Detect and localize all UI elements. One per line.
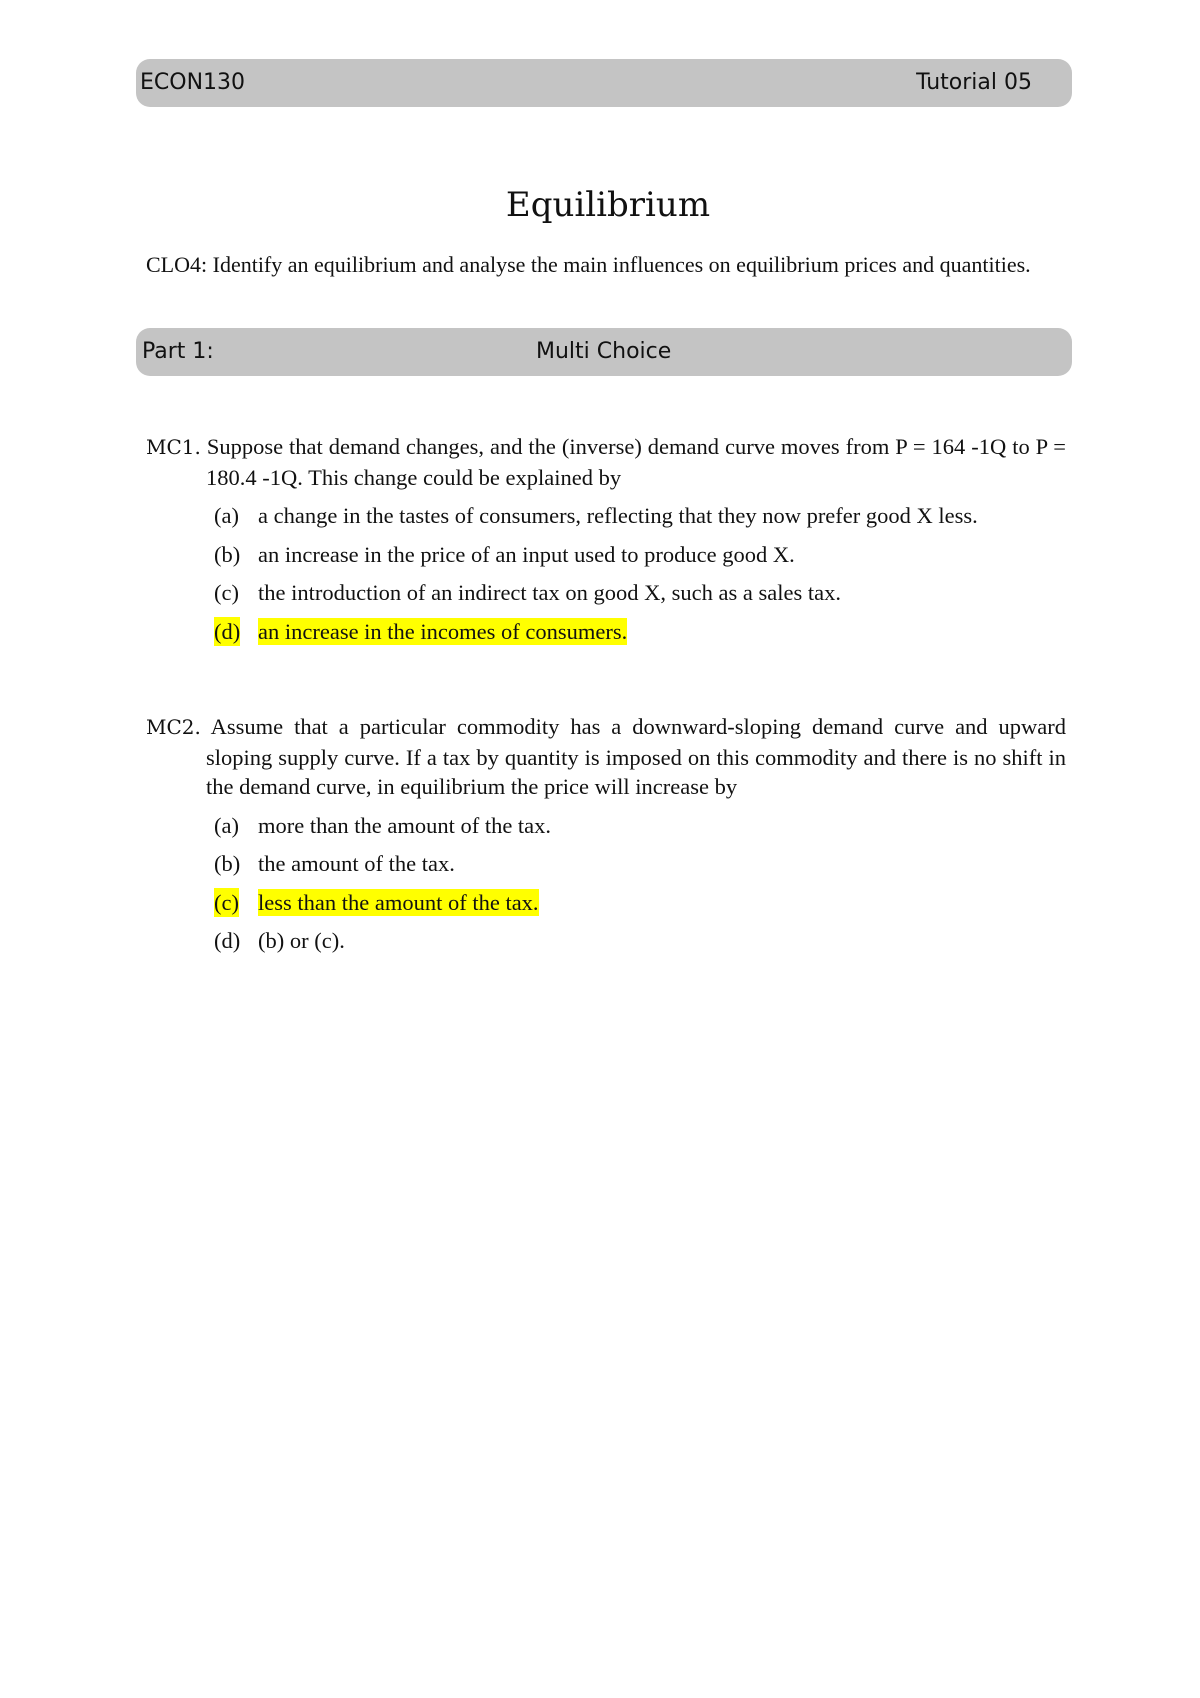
part-name: Multi Choice xyxy=(536,339,672,364)
option-b xyxy=(146,540,1066,570)
question-mc1 xyxy=(146,432,1066,646)
option-letter: (b) xyxy=(214,851,241,876)
question-text: Assume that a particular commodity has a downward-sloping demand curve and upward sloping supply curve. If a tax by quantity is imposed on this commodity and there is no shift in the demand curve, in equilibrium the price will increase by xyxy=(206,714,1066,799)
option-letter: (d) xyxy=(214,617,240,647)
header-bar xyxy=(136,59,1072,107)
option-text: the introduction of an indirect tax on good X, such as a sales tax. xyxy=(258,580,841,605)
option-b xyxy=(146,849,1066,879)
part-label: Part 1: xyxy=(142,339,214,364)
question-number: MC2. xyxy=(146,715,201,739)
option-letter: (d) xyxy=(214,928,241,953)
option-letter: (c) xyxy=(214,580,239,605)
option-letter: (c) xyxy=(214,888,239,918)
option-text: the amount of the tax. xyxy=(258,851,455,876)
option-text: (b) or (c). xyxy=(258,928,345,953)
option-text-highlighted: less than the amount of the tax. xyxy=(258,889,539,915)
question-stem xyxy=(146,712,1066,802)
option-d xyxy=(146,926,1066,956)
option-letter: (a) xyxy=(214,812,239,838)
option-text: a change in the tastes of consumers, reflecting that they now prefer good X less. xyxy=(258,503,978,528)
option-list xyxy=(146,501,1066,646)
page-title: Equilibrium xyxy=(505,184,711,225)
tutorial-number: Tutorial 05 xyxy=(916,70,1032,95)
option-c-highlighted xyxy=(146,888,1066,918)
option-a xyxy=(146,501,1066,531)
option-a xyxy=(146,811,1066,841)
option-text: an increase in the price of an input used to produce good X. xyxy=(258,541,795,567)
part-bar xyxy=(136,328,1072,376)
learning-outcome: CLO4: Identify an equilibrium and analyse the main influences on equilibrium prices and quantities. xyxy=(146,252,1031,277)
option-text: more than the amount of the tax. xyxy=(258,812,552,838)
question-stem xyxy=(146,432,1066,492)
option-letter: (b) xyxy=(214,541,241,567)
question-text: Suppose that demand changes, and the (inverse) demand curve moves from P = 164 -1Q to P = 180.4 -1Q. This change could be explained by xyxy=(206,434,1066,490)
option-letter: (a) xyxy=(214,503,239,528)
option-d-highlighted xyxy=(146,617,1066,647)
question-mc2 xyxy=(146,712,1066,956)
option-text-highlighted: an increase in the incomes of consumers. xyxy=(258,618,628,644)
question-number: MC1. xyxy=(146,435,201,459)
course-code: ECON130 xyxy=(140,70,246,95)
option-list xyxy=(146,811,1066,956)
option-c xyxy=(146,578,1066,608)
